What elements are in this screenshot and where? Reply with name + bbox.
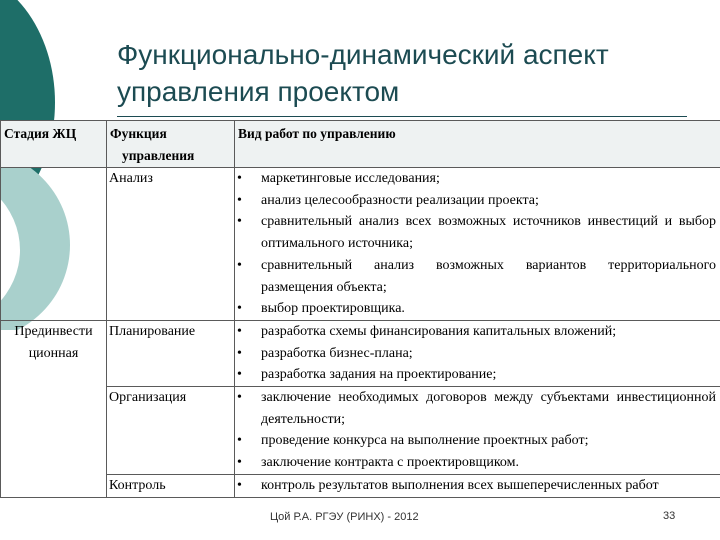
header-work: Вид работ по управлению <box>235 121 720 168</box>
stage-cell-empty <box>1 168 107 321</box>
work-cell <box>235 168 720 321</box>
function-cell: Планирование <box>107 320 235 386</box>
slide-title <box>117 36 707 110</box>
title-line-2: управления проектом <box>117 76 400 107</box>
table-row <box>1 320 720 386</box>
work-cell <box>235 387 720 475</box>
page-number: 33 <box>663 510 676 522</box>
work-item: • разработка бизнес-плана; <box>235 343 716 365</box>
work-item: • маркетинговые исследования; <box>235 168 716 190</box>
function-cell: Организация <box>107 387 235 475</box>
stage-line-1: Прединвести <box>14 323 93 339</box>
work-item: • контроль результатов выполнения всех вышеперечисленных работ <box>235 475 716 497</box>
management-table <box>0 120 720 498</box>
work-item: • заключение необходимых договоров между субъектами инвестиционной деятельности; <box>235 387 716 430</box>
table-row <box>1 168 720 321</box>
work-item: • выбор проектировщика. <box>235 298 716 320</box>
table-row <box>1 387 720 475</box>
table-row <box>1 474 720 497</box>
header-function <box>107 121 235 168</box>
function-cell: Анализ <box>107 168 235 321</box>
management-table-wrapper <box>0 120 720 540</box>
work-item: • сравнительный анализ всех возможных источников инвестиций и выбор оптимального источника; <box>235 211 716 254</box>
title-line-1: Функционально-динамический аспект <box>117 39 609 70</box>
table-header-row <box>1 121 720 168</box>
work-cell <box>235 320 720 386</box>
work-list <box>235 387 716 474</box>
function-cell: Контроль <box>107 474 235 497</box>
title-underline <box>117 116 687 117</box>
work-list <box>235 321 716 386</box>
work-item: • разработка схемы финансирования капитальных вложений; <box>235 321 716 343</box>
work-list <box>235 168 716 320</box>
work-item: • анализ целесообразности реализации проекта; <box>235 190 716 212</box>
work-list <box>235 475 716 497</box>
work-item: • проведение конкурса на выполнение проектных работ; <box>235 430 716 452</box>
header-stage: Стадия ЖЦ <box>1 121 107 168</box>
work-cell <box>235 474 720 497</box>
work-item: • разработка задания на проектирование; <box>235 364 716 386</box>
header-function-line-1: Функция <box>110 126 167 141</box>
header-function-line-2: управления <box>122 148 195 163</box>
stage-cell <box>1 320 107 497</box>
work-item: • сравнительный анализ возможных вариантов территориального размещения объекта; <box>235 255 716 298</box>
work-item: • заключение контракта с проектировщиком. <box>235 452 716 474</box>
footer-author: Цой Р.А. РГЭУ (РИНХ) - 2012 <box>270 511 419 523</box>
stage-line-2: ционная <box>28 345 79 361</box>
